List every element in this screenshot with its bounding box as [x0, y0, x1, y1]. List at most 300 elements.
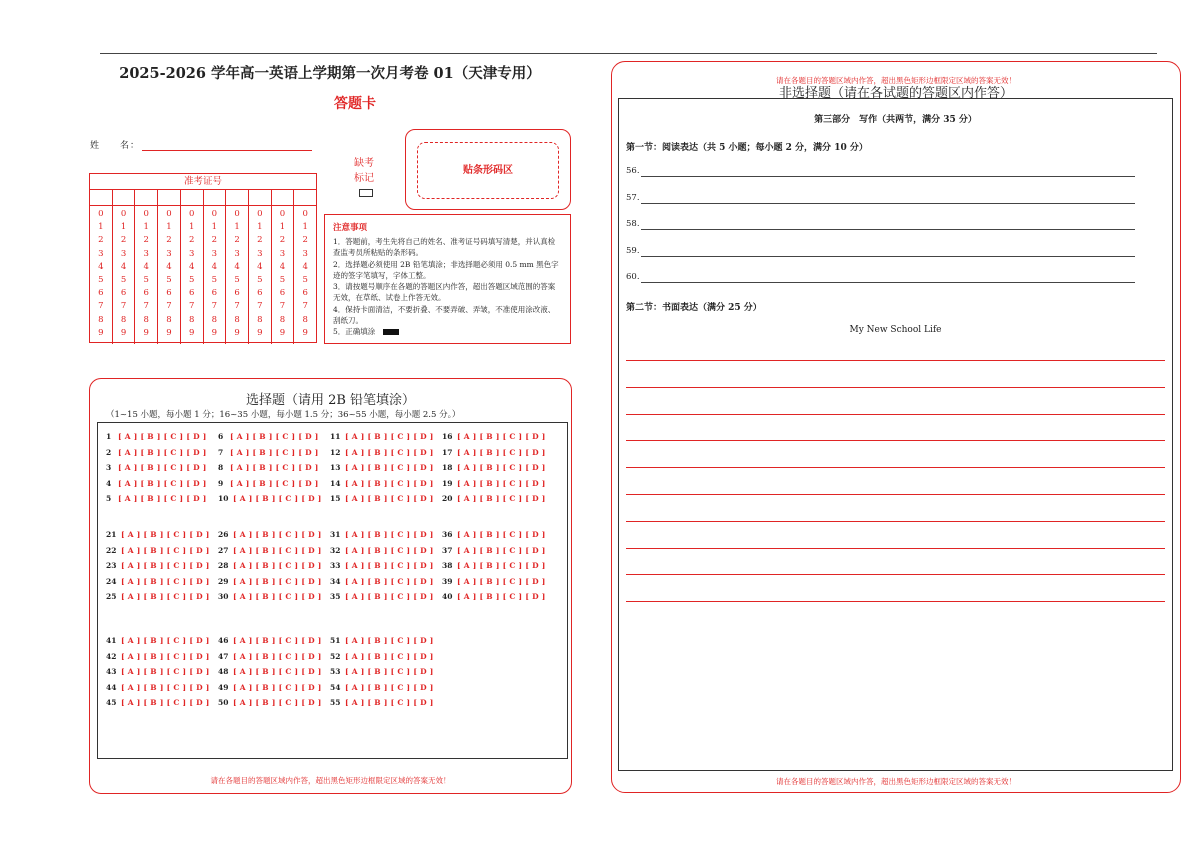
answer-options[interactable]: [ A ] [ B ] [ C ] [ D ]	[233, 494, 322, 503]
ticket-digit-option[interactable]: 6	[98, 288, 104, 299]
question-number: 55	[330, 698, 341, 707]
ticket-digit-option[interactable]: 5	[188, 275, 195, 286]
answer-options[interactable]: [ A ] [ B ] [ C ] [ D ]	[457, 561, 546, 570]
ticket-digit-option[interactable]: 3	[166, 248, 172, 259]
name-input-line[interactable]	[142, 150, 312, 151]
choice-question-row	[330, 698, 434, 707]
ticket-digit-box[interactable]	[249, 190, 272, 205]
answer-options[interactable]: [ A ] [ B ] [ C ] [ D ]	[345, 592, 434, 601]
ticket-digit-option[interactable]: 2	[143, 235, 149, 246]
ticket-digit-option[interactable]: 2	[166, 235, 172, 246]
choice-question-row	[106, 561, 210, 570]
choice-question-row	[106, 667, 210, 676]
question-number: 2	[106, 447, 112, 457]
choice-question-row	[218, 698, 322, 707]
ticket-digit-box[interactable]	[113, 190, 136, 205]
question-number: 41	[106, 636, 117, 645]
answer-options[interactable]: [ A ] [ B ] [ C ] [ D ]	[457, 478, 546, 488]
ticket-digit-option[interactable]: 7	[188, 301, 195, 312]
answer-options[interactable]: [ A ] [ B ] [ C ] [ D ]	[345, 545, 434, 555]
choice-question-row	[218, 683, 322, 692]
ticket-digit-option[interactable]: 1	[211, 222, 218, 233]
ticket-digit-option[interactable]: 2	[120, 235, 127, 246]
question-number: 10	[218, 494, 229, 503]
ticket-digit-option[interactable]: 3	[143, 248, 149, 259]
barcode-label: 贴条形码区	[417, 142, 559, 199]
ticket-digit-box[interactable]	[90, 190, 113, 205]
choice-question-row	[218, 667, 322, 676]
answer-options[interactable]: [ A ] [ B ] [ C ] [ D ]	[345, 576, 434, 586]
choice-question-row	[106, 479, 207, 488]
ticket-digit-option[interactable]: 2	[279, 235, 286, 246]
question-number: 45	[106, 698, 117, 707]
answer-options[interactable]: [ A ] [ B ] [ C ] [ D ]	[345, 636, 434, 645]
answer-options[interactable]: [ A ] [ B ] [ C ] [ D ]	[233, 636, 322, 645]
answer-number: 59.	[626, 245, 640, 256]
ticket-digit-option[interactable]: 7	[302, 301, 308, 312]
answer-options[interactable]: [ A ] [ B ] [ C ] [ D ]	[118, 447, 207, 457]
answer-options[interactable]: [ A ] [ B ] [ C ] [ D ]	[345, 494, 434, 503]
answer-options[interactable]: [ A ] [ B ] [ C ] [ D ]	[345, 561, 434, 570]
question-number: 19	[442, 478, 453, 488]
ticket-digit-option[interactable]: 5	[166, 275, 172, 286]
ticket-digit-option[interactable]: 3	[302, 248, 308, 259]
question-number: 11	[330, 432, 341, 441]
note-item: 4．保持卡面清洁，不要折叠、不要弄破、弄皱，不准使用涂改液、刮纸刀。	[333, 304, 556, 326]
ticket-digit-option[interactable]: 3	[279, 248, 286, 259]
ticket-digit-option[interactable]: 3	[211, 248, 218, 259]
essay-writing-line[interactable]	[626, 548, 1165, 549]
note-item-text: 5．正确填涂	[333, 327, 376, 337]
choice-question-row	[106, 463, 207, 472]
choice-question-row	[330, 667, 434, 676]
ticket-digit-option[interactable]: 0	[98, 209, 104, 219]
choice-question-row	[442, 479, 546, 488]
ticket-digit-option[interactable]: 7	[143, 301, 149, 312]
question-number: 33	[330, 561, 341, 570]
choice-question-row	[330, 683, 434, 692]
choice-question-row	[330, 432, 434, 441]
question-number: 12	[330, 447, 341, 457]
ticket-digit-option[interactable]: 0	[188, 209, 195, 219]
ticket-digit-option[interactable]: 6	[143, 288, 149, 299]
answer-options[interactable]: [ A ] [ B ] [ C ] [ D ]	[230, 463, 319, 472]
essay-writing-line[interactable]	[626, 360, 1165, 361]
ticket-digit-option[interactable]: 9	[120, 327, 127, 338]
ticket-digit-column	[158, 206, 181, 344]
ticket-digit-column	[181, 206, 204, 344]
choice-question-row	[330, 530, 434, 539]
question-number: 28	[218, 561, 229, 570]
ticket-digit-option[interactable]: 4	[211, 261, 218, 272]
question-number: 18	[442, 463, 453, 472]
ticket-digit-option[interactable]: 5	[234, 275, 240, 286]
answer-options[interactable]: [ A ] [ B ] [ C ] [ D ]	[230, 432, 319, 441]
ticket-digit-option[interactable]: 1	[143, 222, 149, 233]
page-title: 2025-2026 学年高一英语上学期第一次月考卷 01（天津专用）	[119, 65, 541, 82]
choice-question-row	[330, 561, 434, 570]
absent-mark-label: 缺考 标记	[354, 158, 374, 184]
answer-options[interactable]: [ A ] [ B ] [ C ] [ D ]	[457, 545, 546, 555]
choice-question-row	[218, 546, 322, 555]
ticket-digit-column	[249, 206, 272, 344]
choice-footer-warning: 请在各题目的答题区域内作答，超出黑色矩形边框限定区域的答案无效！	[210, 776, 451, 785]
ticket-digit-option[interactable]: 4	[98, 261, 104, 272]
answer-options[interactable]: [ A ] [ B ] [ C ] [ D ]	[118, 432, 207, 441]
ticket-digit-option[interactable]: 0	[302, 209, 308, 219]
question-number: 50	[218, 698, 229, 707]
answer-options[interactable]: [ A ] [ B ] [ C ] [ D ]	[118, 494, 207, 503]
ticket-digit-option[interactable]: 8	[279, 314, 286, 325]
answer-options[interactable]: [ A ] [ B ] [ C ] [ D ]	[345, 432, 434, 441]
absent-mark-box[interactable]	[359, 189, 373, 197]
answer-options[interactable]: [ A ] [ B ] [ C ] [ D ]	[121, 576, 210, 586]
question-number: 4	[106, 478, 112, 488]
answer-options[interactable]: [ A ] [ B ] [ C ] [ D ]	[121, 636, 210, 645]
ticket-digit-option[interactable]: 4	[257, 261, 263, 272]
question-number: 22	[106, 545, 117, 555]
ticket-digit-option[interactable]: 0	[279, 209, 286, 219]
choice-question-row	[442, 448, 546, 457]
choice-question-row	[330, 592, 434, 601]
question-number: 21	[106, 530, 117, 539]
ticket-digit-option[interactable]: 0	[211, 209, 218, 219]
choice-question-row	[330, 448, 434, 457]
choice-question-row	[330, 652, 434, 661]
ticket-digit-option[interactable]: 2	[234, 235, 240, 246]
question-number: 16	[442, 432, 453, 441]
answer-options[interactable]: [ A ] [ B ] [ C ] [ D ]	[345, 667, 434, 676]
ticket-digit-box[interactable]	[135, 190, 158, 205]
essay-title: My New School Life	[849, 325, 942, 335]
ticket-digit-option[interactable]: 4	[279, 261, 286, 272]
choice-question-row	[218, 448, 319, 457]
ticket-digit-option[interactable]: 7	[257, 301, 263, 312]
answer-line[interactable]	[641, 282, 1135, 283]
question-number: 43	[106, 667, 117, 676]
ticket-digit-option[interactable]: 1	[166, 222, 172, 233]
ticket-digit-columns[interactable]	[90, 206, 316, 344]
choice-question-row	[330, 546, 434, 555]
answer-line[interactable]	[641, 256, 1135, 257]
choice-question-row	[442, 463, 546, 472]
nonchoice-answer-area	[618, 98, 1173, 771]
ticket-digit-option[interactable]: 9	[234, 327, 240, 338]
choice-question-row	[106, 636, 210, 645]
ticket-digit-option[interactable]: 2	[188, 235, 195, 246]
ticket-digit-option[interactable]: 0	[143, 209, 149, 219]
choice-question-row	[218, 479, 319, 488]
ticket-digit-option[interactable]: 3	[257, 248, 263, 259]
choice-question-row	[218, 636, 322, 645]
answer-options[interactable]: [ A ] [ B ] [ C ] [ D ]	[233, 682, 322, 692]
ticket-digit-box[interactable]	[226, 190, 249, 205]
answer-options[interactable]: [ A ] [ B ] [ C ] [ D ]	[230, 478, 319, 488]
ticket-digit-option[interactable]: 9	[257, 327, 263, 338]
question-number: 25	[106, 592, 117, 601]
ticket-digit-option[interactable]: 2	[302, 235, 308, 246]
question-number: 52	[330, 651, 341, 661]
question-number: 23	[106, 561, 117, 570]
choice-subtitle: （1~15 小题，每小题 1 分；16~35 小题，每小题 1.5 分；36~55 小题，每小题 2.5 分。）	[106, 410, 461, 420]
choice-question-row	[106, 592, 210, 601]
ticket-digit-option[interactable]: 5	[120, 275, 127, 286]
answer-number: 57.	[626, 192, 640, 203]
question-number: 6	[218, 432, 224, 441]
ticket-digit-box[interactable]	[272, 190, 295, 205]
part3-heading: 第三部分 写作（共两节，满分 35 分）	[814, 115, 977, 125]
choice-question-row	[218, 494, 322, 503]
answer-options[interactable]: [ A ] [ B ] [ C ] [ D ]	[121, 530, 210, 539]
ticket-digit-option[interactable]: 6	[188, 288, 195, 299]
ticket-digit-option[interactable]: 3	[188, 248, 195, 259]
ticket-digit-option[interactable]: 1	[279, 222, 286, 233]
ticket-digit-option[interactable]: 1	[188, 222, 195, 233]
choice-question-row	[442, 546, 546, 555]
ticket-digit-option[interactable]: 8	[302, 314, 308, 325]
essay-writing-line[interactable]	[626, 601, 1165, 602]
note-item-correct-fill	[333, 326, 562, 337]
ticket-digit-option[interactable]: 6	[234, 288, 240, 299]
essay-writing-line[interactable]	[626, 494, 1165, 495]
answer-options[interactable]: [ A ] [ B ] [ C ] [ D ]	[233, 698, 322, 707]
answer-options[interactable]: [ A ] [ B ] [ C ] [ D ]	[121, 698, 210, 707]
ticket-digit-option[interactable]: 9	[302, 327, 308, 338]
question-number: 14	[330, 478, 341, 488]
answer-options[interactable]: [ A ] [ B ] [ C ] [ D ]	[118, 463, 207, 472]
answer-number: 58.	[626, 219, 640, 229]
answer-options[interactable]: [ A ] [ B ] [ C ] [ D ]	[233, 530, 322, 539]
nonchoice-top-warning: 请在各题目的答题区域内作答，超出黑色矩形边框限定区域的答案无效！	[776, 76, 1016, 85]
essay-writing-line[interactable]	[626, 467, 1165, 468]
question-number: 48	[218, 667, 229, 676]
answer-options[interactable]: [ A ] [ B ] [ C ] [ D ]	[345, 682, 434, 692]
essay-writing-line[interactable]	[626, 440, 1165, 441]
answer-options[interactable]: [ A ] [ B ] [ C ] [ D ]	[457, 592, 546, 601]
choice-question-row	[106, 577, 210, 586]
ticket-digit-option[interactable]: 4	[188, 261, 195, 272]
answer-options[interactable]: [ A ] [ B ] [ C ] [ D ]	[457, 576, 546, 586]
section2-heading: 第二节：书面表达（满分 25 分）	[626, 303, 762, 313]
ticket-digit-option[interactable]: 4	[302, 261, 308, 272]
answer-number: 56.	[626, 166, 640, 176]
answer-options[interactable]: [ A ] [ B ] [ C ] [ D ]	[345, 478, 434, 488]
ticket-digit-option[interactable]: 1	[98, 222, 104, 233]
ticket-digit-option[interactable]: 9	[98, 327, 104, 338]
ticket-digit-option[interactable]: 8	[188, 314, 195, 325]
ticket-digit-option[interactable]: 8	[98, 314, 104, 325]
question-number: 24	[106, 576, 117, 586]
question-number: 42	[106, 651, 117, 661]
ticket-digit-option[interactable]: 1	[120, 222, 127, 233]
answer-line[interactable]	[641, 229, 1135, 230]
choice-question-row	[218, 432, 319, 441]
question-number: 27	[218, 545, 229, 555]
ticket-digit-option[interactable]: 6	[257, 288, 263, 299]
answer-options[interactable]: [ A ] [ B ] [ C ] [ D ]	[233, 561, 322, 570]
ticket-digit-box[interactable]	[158, 190, 181, 205]
choice-question-row	[330, 577, 434, 586]
ticket-digit-option[interactable]: 3	[98, 248, 104, 259]
answer-options[interactable]: [ A ] [ B ] [ C ] [ D ]	[230, 447, 319, 457]
ticket-digit-option[interactable]: 5	[279, 275, 286, 286]
ticket-digit-option[interactable]: 6	[211, 288, 218, 299]
essay-writing-line[interactable]	[626, 414, 1165, 415]
question-number: 15	[330, 494, 341, 503]
essay-writing-line[interactable]	[626, 574, 1165, 575]
nonchoice-title: 非选择题（请在各试题的答题区内作答）	[778, 86, 1013, 101]
answer-options[interactable]: [ A ] [ B ] [ C ] [ D ]	[121, 682, 210, 692]
answer-line[interactable]	[641, 203, 1135, 204]
answer-options[interactable]: [ A ] [ B ] [ C ] [ D ]	[121, 561, 210, 570]
answer-options[interactable]: [ A ] [ B ] [ C ] [ D ]	[118, 478, 207, 488]
choice-question-row	[106, 546, 210, 555]
question-number: 37	[442, 545, 453, 555]
ticket-digit-column	[90, 206, 113, 344]
ticket-number-boxes[interactable]	[90, 190, 316, 206]
answer-options[interactable]: [ A ] [ B ] [ C ] [ D ]	[121, 545, 210, 555]
choice-question-row	[330, 479, 434, 488]
question-number: 8	[218, 463, 224, 472]
top-rule	[100, 53, 1157, 54]
question-number: 29	[218, 576, 229, 586]
ticket-digit-option[interactable]: 7	[98, 301, 104, 312]
answer-options[interactable]: [ A ] [ B ] [ C ] [ D ]	[121, 592, 210, 601]
ticket-digit-option[interactable]: 8	[143, 314, 149, 325]
ticket-digit-option[interactable]: 5	[98, 275, 104, 286]
choice-question-row	[218, 561, 322, 570]
choice-question-row	[442, 432, 546, 441]
ticket-digit-option[interactable]: 6	[302, 288, 308, 299]
ticket-digit-option[interactable]: 0	[166, 209, 172, 219]
ticket-digit-option[interactable]: 8	[166, 314, 172, 325]
choice-question-row	[330, 636, 434, 645]
answer-options[interactable]: [ A ] [ B ] [ C ] [ D ]	[345, 698, 434, 707]
choice-question-row	[218, 463, 319, 472]
essay-writing-line[interactable]	[626, 521, 1165, 522]
answer-options[interactable]: [ A ] [ B ] [ C ] [ D ]	[457, 432, 546, 441]
ticket-digit-option[interactable]: 4	[120, 261, 127, 272]
answer-options[interactable]: [ A ] [ B ] [ C ] [ D ]	[233, 545, 322, 555]
ticket-digit-option[interactable]: 0	[257, 209, 263, 219]
question-number: 38	[442, 561, 453, 570]
ticket-digit-option[interactable]: 8	[120, 314, 127, 325]
ticket-digit-option[interactable]: 0	[234, 209, 240, 219]
answer-options[interactable]: [ A ] [ B ] [ C ] [ D ]	[457, 447, 546, 457]
ticket-digit-option[interactable]: 1	[234, 222, 240, 233]
answer-options[interactable]: [ A ] [ B ] [ C ] [ D ]	[457, 530, 546, 539]
notes-title: 注意事项	[333, 223, 368, 233]
ticket-digit-option[interactable]: 7	[211, 301, 218, 312]
question-number: 40	[442, 592, 453, 601]
ticket-digit-column	[226, 206, 249, 344]
choice-question-row	[442, 577, 546, 586]
note-item: 3．请按题号顺序在各题的答题区内作答，超出答题区域范围的答案无效，在草纸、试卷上作答无效。	[333, 282, 556, 303]
ticket-digit-option[interactable]: 9	[166, 327, 172, 338]
ticket-digit-box[interactable]	[204, 190, 227, 205]
answer-line[interactable]	[641, 176, 1135, 177]
question-number: 39	[442, 576, 453, 586]
ticket-digit-option[interactable]: 3	[234, 248, 240, 259]
question-number: 34	[330, 576, 341, 586]
notes-box	[324, 214, 571, 344]
ticket-digit-option[interactable]: 6	[166, 288, 172, 299]
choice-question-row	[442, 561, 546, 570]
ticket-digit-option[interactable]: 7	[279, 301, 286, 312]
question-number: 44	[106, 682, 117, 692]
choice-question-row	[442, 530, 546, 539]
question-number: 47	[218, 651, 229, 661]
answer-options[interactable]: [ A ] [ B ] [ C ] [ D ]	[121, 667, 210, 676]
ticket-digit-option[interactable]: 2	[98, 235, 104, 246]
answer-options[interactable]: [ A ] [ B ] [ C ] [ D ]	[457, 494, 546, 503]
ticket-digit-option[interactable]: 1	[257, 222, 263, 233]
ticket-digit-option[interactable]: 2	[257, 235, 263, 246]
choice-question-row	[442, 494, 546, 503]
answer-options[interactable]: [ A ] [ B ] [ C ] [ D ]	[233, 667, 322, 676]
ticket-digit-option[interactable]: 4	[166, 261, 172, 272]
ticket-digit-option[interactable]: 5	[257, 275, 263, 286]
question-number: 26	[218, 530, 229, 539]
nonchoice-footer-warning: 请在各题目的答题区域内作答，超出黑色矩形边框限定区域的答案无效！	[776, 777, 1016, 786]
answer-options[interactable]: [ A ] [ B ] [ C ] [ D ]	[233, 592, 322, 601]
question-number: 31	[330, 530, 341, 539]
answer-options[interactable]: [ A ] [ B ] [ C ] [ D ]	[345, 447, 434, 457]
answer-options[interactable]: [ A ] [ B ] [ C ] [ D ]	[121, 651, 210, 661]
ticket-digit-option[interactable]: 8	[257, 314, 263, 325]
ticket-digit-option[interactable]: 9	[211, 327, 218, 338]
ticket-digit-option[interactable]: 5	[143, 275, 149, 286]
ticket-digit-option[interactable]: 8	[211, 314, 218, 325]
ticket-digit-option[interactable]: 7	[234, 301, 240, 312]
ticket-digit-option[interactable]: 4	[143, 261, 149, 272]
ticket-digit-option[interactable]: 9	[143, 327, 149, 338]
ticket-digit-option[interactable]: 7	[166, 301, 172, 312]
ticket-digit-box[interactable]	[181, 190, 204, 205]
ticket-digit-option[interactable]: 5	[211, 275, 218, 286]
ticket-digit-option[interactable]: 2	[211, 235, 218, 246]
answer-options[interactable]: [ A ] [ B ] [ C ] [ D ]	[345, 530, 434, 539]
choice-title: 选择题（请用 2B 铅笔填涂）	[245, 393, 416, 408]
name-label: 姓 名：	[90, 141, 141, 151]
ticket-digit-option[interactable]: 9	[188, 327, 195, 338]
question-number: 1	[106, 432, 112, 441]
answer-options[interactable]: [ A ] [ B ] [ C ] [ D ]	[457, 463, 546, 472]
question-number: 49	[218, 682, 229, 692]
ticket-digit-box[interactable]	[294, 190, 316, 205]
answer-options[interactable]: [ A ] [ B ] [ C ] [ D ]	[233, 576, 322, 586]
ticket-digit-option[interactable]: 9	[279, 327, 286, 338]
ticket-digit-option[interactable]: 8	[234, 314, 240, 325]
ticket-number-label: 准考证号	[90, 174, 316, 190]
ticket-digit-option[interactable]: 4	[234, 261, 240, 272]
question-number: 36	[442, 530, 453, 539]
answer-options[interactable]: [ A ] [ B ] [ C ] [ D ]	[233, 651, 322, 661]
ticket-digit-option[interactable]: 1	[302, 222, 308, 233]
choice-question-row	[442, 592, 546, 601]
ticket-digit-option[interactable]: 0	[120, 209, 127, 219]
answer-options[interactable]: [ A ] [ B ] [ C ] [ D ]	[345, 463, 434, 472]
essay-writing-line[interactable]	[626, 387, 1165, 388]
ticket-digit-option[interactable]: 6	[120, 288, 127, 299]
answer-options[interactable]: [ A ] [ B ] [ C ] [ D ]	[345, 651, 434, 661]
ticket-digit-option[interactable]: 7	[120, 301, 127, 312]
ticket-digit-option[interactable]: 3	[120, 248, 127, 259]
ticket-digit-option[interactable]: 6	[279, 288, 286, 299]
ticket-digit-option[interactable]: 5	[302, 275, 308, 286]
ticket-digit-column	[204, 206, 227, 344]
ticket-digit-column	[294, 206, 316, 344]
